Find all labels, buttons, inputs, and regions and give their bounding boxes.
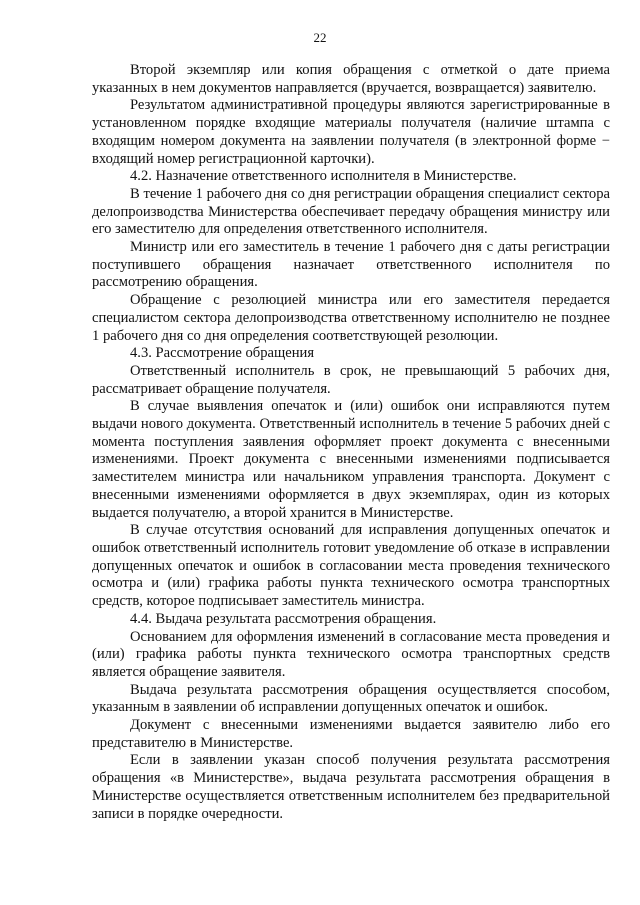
paragraph-5: Министр или его заместитель в течение 1 рабочего дня с даты регистрации поступившего обращения назначает ответственного исполнителя по рассмотрению обращения. — [92, 239, 610, 291]
paragraph-2: Результатом административной процедуры являются зарегистрированные в установленном порядке входящие материалы получателя (наличие штампа с входящим номером документа на заявлении получателя (в электронной форме − входящий номер регистрационной карточки). — [92, 97, 610, 167]
page-number: 22 — [313, 30, 327, 45]
section-heading-4-3: 4.3. Рассмотрение обращения — [130, 345, 315, 362]
paragraph-1: Второй экземпляр или копия обращения с отметкой о дате приема указанных в нем документов направляется (вручается, возвращается) заявителю. — [92, 62, 610, 96]
paragraph-10: В случае отсутствия оснований для исправления допущенных опечаток и ошибок ответственный исполнитель готовит уведомление об отказе в исправлении допущенных опечаток и ошибок в согласовании места проведения технического осмотра и (или) графика работы пункта технического осмотра транспортных средств, которое подписывает заместитель министра. — [92, 522, 610, 610]
section-heading-4-4: 4.4. Выдача результата рассмотрения обращения. — [130, 610, 437, 627]
paragraph-8: Ответственный исполнитель в срок, не превышающий 5 рабочих дня, рассматривает обращение получателя. — [92, 362, 610, 397]
document-body — [92, 62, 610, 823]
paragraph-14: Документ с внесенными изменениями выдается заявителю либо его представителю в Министерстве. — [92, 717, 610, 751]
paragraph-13: Выдача результата рассмотрения обращения осуществляется способом, указанным в заявлении об исправлении допущенных опечаток и ошибок. — [92, 681, 610, 716]
section-heading-4-2: 4.2. Назначение ответственного исполнителя в Министерстве. — [130, 168, 517, 185]
paragraph-9: В случае выявления опечаток и (или) ошибок они исправляются путем выдачи нового документа. Ответственный исполнитель в течение 5 рабочих дней с момента поступления заявления оформляет проект документа с внесенными изменениями. Проект документа с внесенными изменениями подписывается заместителем министра или начальником управления транспорта. Документ с внесенными изменениями оформляется в двух экземплярах, один из которых выдается получателю, а второй хранится в Министерстве. — [92, 398, 610, 521]
paragraph-6: Обращение с резолюцией министра или его заместителя передается специалистом сектора делопроизводства ответственному исполнителю не позднее 1 рабочего дня со дня определения соответствующей резолюции. — [92, 292, 610, 344]
paragraph-12: Основанием для оформления изменений в согласование места проведения и (или) графика работы пункта технического осмотра транспортных средств является обращение заявителя. — [92, 628, 610, 680]
paragraph-4: В течение 1 рабочего дня со дня регистрации обращения специалист сектора делопроизводства Министерства обеспечивает передачу обращения министру или его заместителю для определения ответственного исполнителя. — [92, 185, 610, 238]
paragraph-15: Если в заявлении указан способ получения результата рассмотрения обращения «в Министерстве», выдача результата рассмотрения обращения в Министерстве осуществляется ответственным исполнителем без предварительной записи в порядке очередности. — [92, 752, 610, 822]
